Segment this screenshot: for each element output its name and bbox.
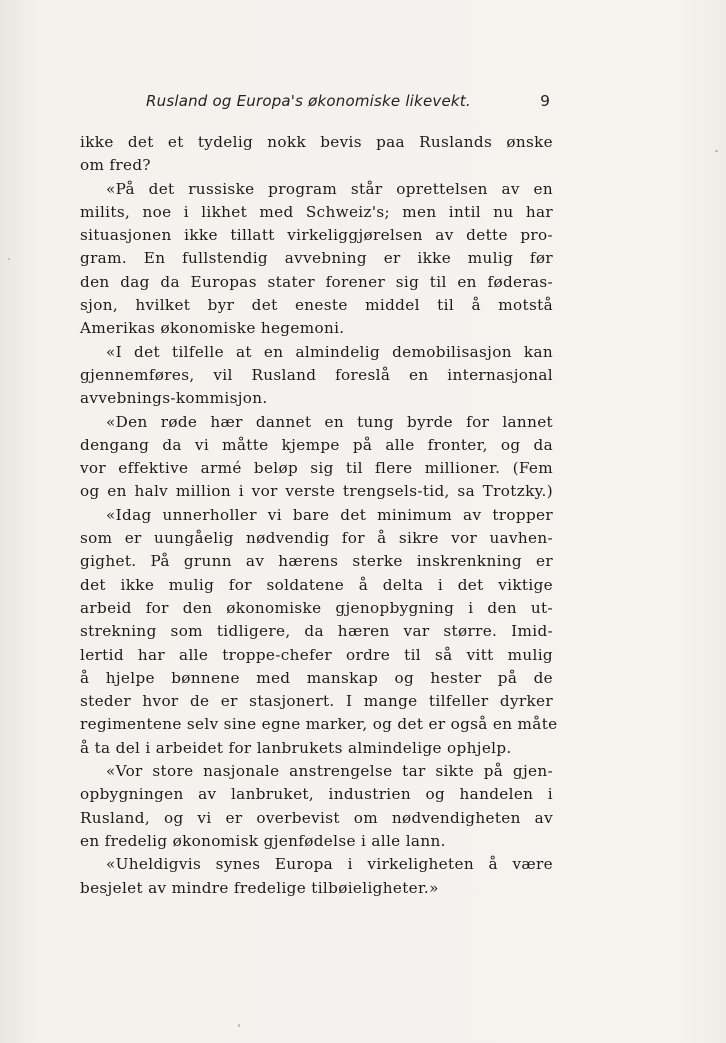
text-line: gighet. På grunn av hærens sterke inskrenkning er: [80, 552, 553, 571]
page-header: [80, 92, 550, 116]
text-line: en fredelig økonomisk gjenfødelse i alle lann.: [80, 831, 446, 850]
text-line: milits, noe i likhet med Schweiz's; men intil nu har: [80, 202, 553, 221]
text-line: det ikke mulig for soldatene å delta i det viktige: [80, 575, 553, 594]
text-line: «Den røde hær dannet en tung byrde for lannet: [106, 412, 553, 431]
text-line: å ta del i arbeidet for lanbrukets almindelige ophjelp.: [80, 738, 512, 757]
text-line: «Uheldigvis synes Europa i virkeligheten å være: [106, 855, 553, 874]
paper-speck: [715, 150, 718, 152]
text-line: regimentene selv sine egne marker, og det er også en måte: [80, 715, 558, 734]
text-line: og en halv million i vor verste trengsels-tid, sa Trotzky.): [80, 482, 553, 501]
text-line: steder hvor de er stasjonert. I mange tilfeller dyrker: [80, 692, 553, 711]
text-line: lertid har alle troppe-chefer ordre til så vitt mulig: [80, 645, 553, 664]
text-line: gram. En fullstendig avvebning er ikke mulig før: [80, 249, 553, 268]
text-line: vor effektive armé beløp sig til flere millioner. (Fem: [80, 459, 553, 478]
paper-speck: [238, 1024, 240, 1027]
text-line: dengang da vi måtte kjempe på alle fronter, og da: [80, 435, 553, 454]
text-line: avvebnings-kommisjon.: [80, 389, 268, 408]
text-line: «Vor store nasjonale anstrengelse tar sikte på gjen-: [106, 762, 553, 781]
text-line: besjelet av mindre fredelige tilbøieligheter.»: [80, 878, 439, 897]
text-line: Rusland, og vi er overbevist om nødvendigheten av: [80, 808, 553, 827]
text-line: å hjelpe bønnene med manskap og hester på de: [80, 668, 553, 687]
text-line: gjennemføres, vil Rusland foreslå en internasjonal: [80, 365, 553, 384]
body-text: [80, 131, 558, 900]
text-line: opbygningen av lanbruket, industrien og handelen i: [80, 785, 553, 804]
text-line: «På det russiske program står oprettelsen av en: [106, 179, 553, 198]
text-line: arbeid for den økonomiske gjenopbygning i den ut-: [80, 598, 553, 617]
text-line: som er uungåelig nødvendig for å sikre vor uavhen-: [80, 529, 553, 548]
text-line: «I det tilfelle at en almindelig demobilisasjon kan: [106, 342, 553, 361]
running-title: Rusland og Europa's økonomiske likevekt.: [146, 92, 471, 110]
paper-speck: [8, 258, 10, 260]
text-line: den dag da Europas stater forener sig til en føderas-: [80, 272, 553, 291]
text-line: Amerikas økonomiske hegemoni.: [80, 319, 345, 338]
text-line: strekning som tidligere, da hæren var større. Imid-: [80, 622, 553, 641]
text-line: «Idag unnerholler vi bare det minimum av tropper: [106, 505, 553, 524]
page-number: 9: [540, 92, 550, 110]
text-line: ikke det et tydelig nokk bevis paa Ruslands ønske: [80, 133, 553, 151]
text-line: situasjonen ikke tillatt virkeliggjørelsen av dette pro-: [80, 226, 553, 245]
text-line: om fred?: [80, 156, 151, 175]
text-line: sjon, hvilket byr det eneste middel til å motstå: [80, 296, 553, 315]
